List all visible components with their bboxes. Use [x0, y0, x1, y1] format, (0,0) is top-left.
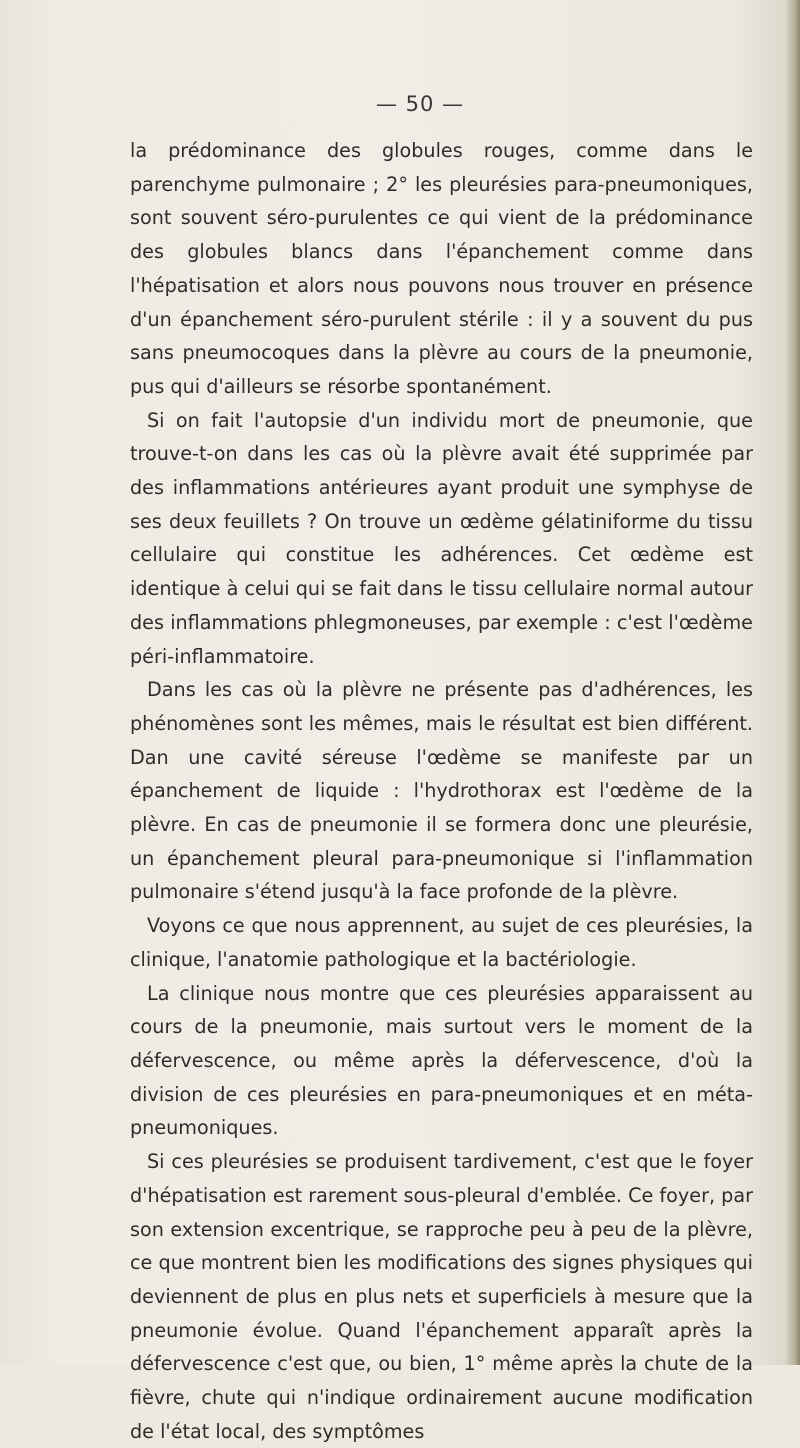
page-number: — 50 —	[375, 92, 465, 116]
paragraph-4: Voyons ce que nous apprennent, au sujet de ces pleurésies, la clinique, l'anatomie pathologique et la bactériologie.	[130, 914, 753, 971]
paragraph-6: Si ces pleurésies se produisent tardivement, c'est que le foyer d'hépatisation est rarement sous-pleural d'emblée. Ce foyer, par son extension excentrique, se rapproche peu à peu de la plèvre, ce que montrent bien les modifications des signes physiques qui deviennent de plus en plus nets et superficiels à mesure que la pneumonie évolue. Quand l'épanchement apparaît après la défervescence c'est que, ou bien, 1° même après la chute de la fièvre, chute qui n'indique ordinairement aucune modification de l'état local, des symptômes	[130, 1150, 753, 1443]
body-text	[130, 134, 753, 1448]
paragraph-3: Dans les cas où la plèvre ne présente pas d'adhérences, les phénomènes sont les mêmes, mais le résultat est bien différent. Dan une cavité séreuse l'œdème se manifeste par un épanchement de liquide : l'hydrothorax est l'œdème de la plèvre. En cas de pneumonie il se formera donc une pleurésie, un épanchement pleural para-pneumonique si l'inflammation pulmonaire s'étend jusqu'à la face profonde de la plèvre.	[130, 678, 753, 904]
page-edge-shadow	[786, 0, 800, 1365]
paragraph-2: Si on fait l'autopsie d'un individu mort de pneumonie, que trouve-t-on dans les cas où la plèvre avait été supprimée par des inflammations antérieures ayant produit une symphyse de ses deux feuillets ? On trouve un œdème gélatiniforme du tissu cellulaire qui constitue les adhérences. Cet œdème est identique à celui qui se fait dans le tissu cellulaire normal autour des inflammations phlegmoneuses, par exemple : c'est l'œdème péri-inflammatoire.	[130, 408, 753, 668]
paragraph-5: La clinique nous montre que ces pleurésies apparaissent au cours de la pneumonie, mais surtout vers le moment de la défervescence, ou même après la défervescence, d'où la division de ces pleurésies en para-pneumoniques et en méta-pneumoniques.	[130, 981, 753, 1140]
paragraph-1: la prédominance des globules rouges, comme dans le parenchyme pulmonaire ; 2° les pleurésies para-pneumoniques, sont souvent séro-purulentes ce qui vient de la prédominance des globules blancs dans l'épanchement comme dans l'hépatisation et alors nous pouvons nous trouver en présence d'un épanchement séro-purulent stérile : il y a souvent du pus sans pneumocoques dans la plèvre au cours de la pneumonie, pus qui d'ailleurs se résorbe spontanément.	[130, 139, 753, 398]
